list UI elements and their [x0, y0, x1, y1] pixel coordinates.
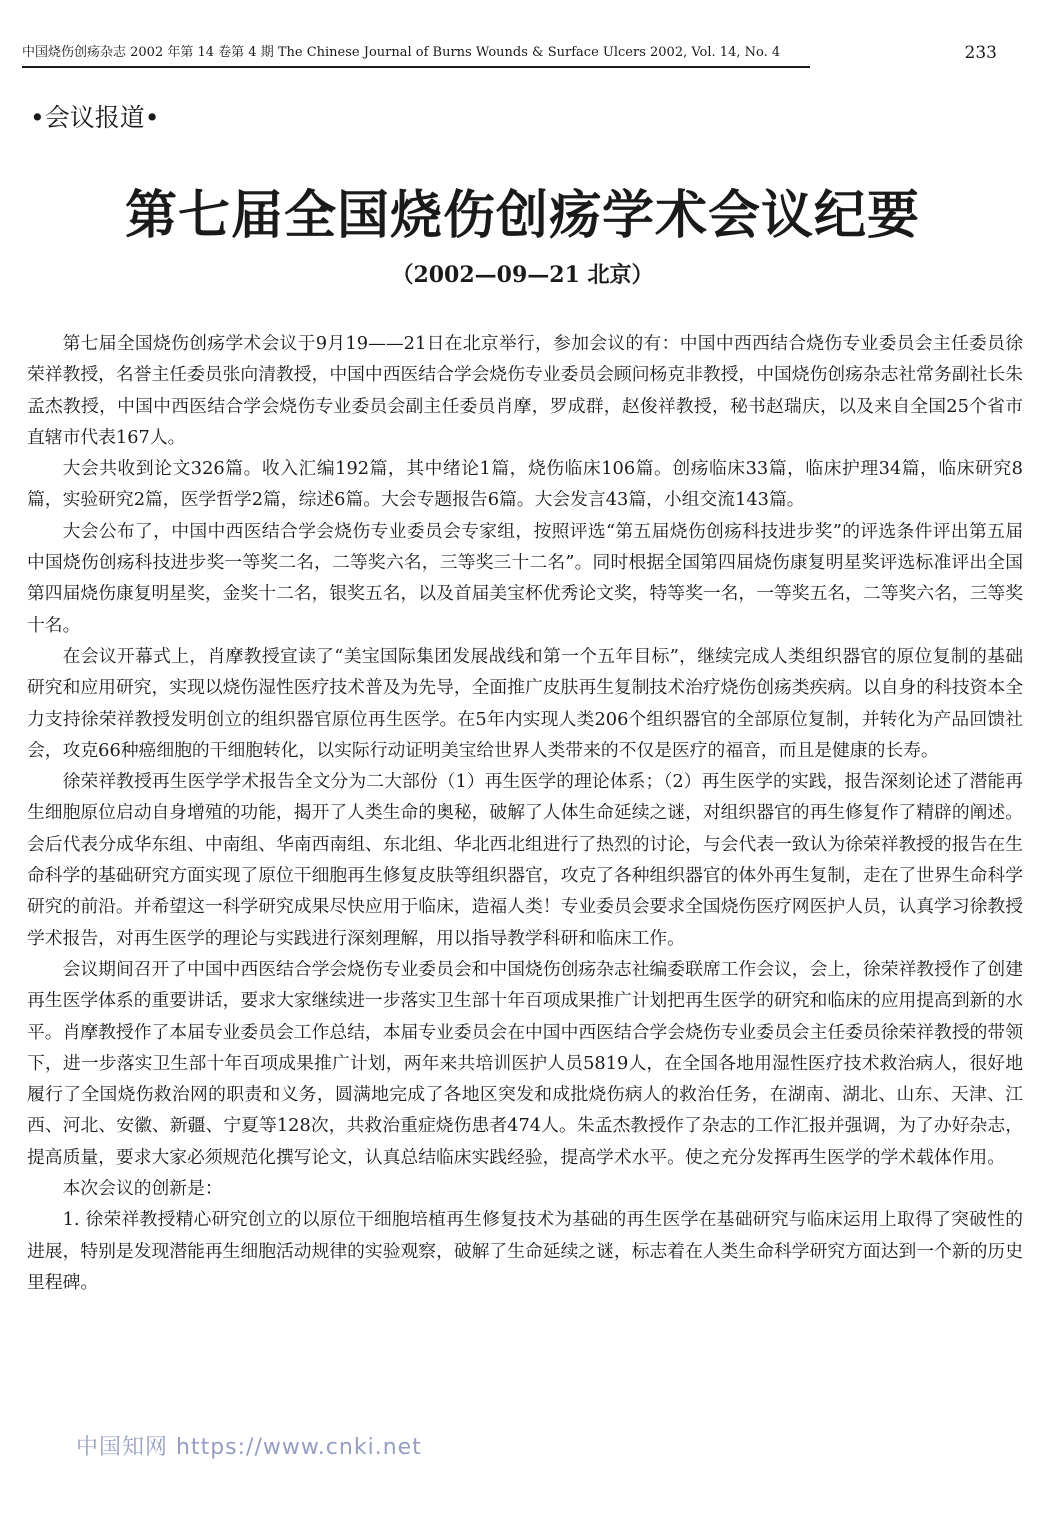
paragraph: 会议期间召开了中国中西医结合学会烧伤专业委员会和中国烧伤创疡杂志社编委联席工作会议，会上，徐荣祥教授作了创建再生医学体系的重要讲话，要求大家继续进一步落实卫生部十年百项成果推广计划把再生医学的研究和临床的应用提高到新的水平。肖摩教授作了本届专业委员会工作总结，本届专业委员会在中国中西医结合学会烧伤专业委员会主任委员徐荣祥教授的带领下，进一步落实卫生部十年百项成果推广计划，两年来共培训医护人员5819人，在全国各地用湿性医疗技术救治病人，很好地履行了全国烧伤救治网的职责和义务，圆满地完成了各地区突发和成批烧伤病人的救治任务，在湖南、湖北、山东、天津、江西、河北、安徽、新疆、宁夏等128次，共救治重症烧伤患者474人。朱孟杰教授作了杂志的工作汇报并强调，为了办好杂志，提高质量，要求大家必须规范化撰写论文，认真总结临床实践经验，提高学术水平。使之充分发挥再生医学的学术载体作用。 [27, 958, 1023, 1168]
paragraph: 徐荣祥教授再生医学学术报告全文分为二大部份（1）再生医学的理论体系；（2）再生医学的实践，报告深刻论述了潜能再生细胞原位启动自身增殖的功能，揭开了人类生命的奥秘，破解了人体生命延续之谜，对组织器官的再生修复作了精辟的阐述。会后代表分成华东组、中南组、华南西南组、东北组、华北西北组进行了热烈的讨论，与会代表一致认为徐荣祥教授的报告在生命科学的基础研究方面实现了原位干细胞再生修复皮肤等组织器官，攻克了各种组织器官的体外再生复制，走在了世界生命科学研究的前沿。并希望这一科学研究成果尽快应用于临床，造福人类！专业委员会要求全国烧伤医疗网医护人员，认真学习徐教授学术报告，对再生医学的理论与实践进行深刻理解，用以指导教学科研和临床工作。 [27, 771, 1023, 949]
running-header: 中国烧伤创疡杂志 2002 年第 14 卷第 4 期 The Chinese Journal of Burns Wounds & Surface Ulcers 2002, Vol. 14, No. 4 [22, 40, 810, 68]
paragraph: 本次会议的创新是： [62, 1178, 223, 1200]
paragraph: 第七届全国烧伤创疡学术会议于9月19——21日在北京举行，参加会议的有：中国中西西结合烧伤专业委员会主任委员徐荣祥教授，名誉主任委员张向清教授，中国中西医结合学会烧伤专业委员会顾问杨克非教授，中国烧伤创疡杂志社常务副社长朱孟杰教授，中国中西医结合学会烧伤专业委员会副主任委员肖摩，罗成群，赵俊祥教授，秘书赵瑞庆，以及来自全国25个省市直辖市代表167人。 [27, 333, 1023, 448]
page-number: 233 [964, 43, 997, 63]
section-label: •会议报道• [30, 103, 160, 132]
paragraph: 大会共收到论文326篇。收入汇编192篇，其中绪论1篇，烧伤临床106篇。创疡临床33篇，临床护理34篇，临床研究8篇，实验研究2篇，医学哲学2篇，综述6篇。大会专题报告6篇。大会发言43篇，小组交流143篇。 [27, 458, 1023, 511]
article-body [27, 328, 1023, 1298]
paragraph: 大会公布了，中国中西医结合学会烧伤专业委员会专家组，按照评选“第五届烧伤创疡科技进步奖”的评选条件评出第五届中国烧伤创疡科技进步奖一等奖二名，二等奖六名，三等奖三十二名”。同时根据全国第四届烧伤康复明星奖评选标准评出全国第四届烧伤康复明星奖，金奖十二名，银奖五名，以及首届美宝杯优秀论文奖，特等奖一名，一等奖五名，二等奖六名，三等奖十名。 [27, 520, 1023, 636]
article-title: 第七届全国烧伤创疡学术会议纪要 [124, 186, 920, 246]
cnki-watermark: 中国知网 https://www.cnki.net [76, 1435, 422, 1460]
paragraph: 1. 徐荣祥教授精心研究创立的以原位干细胞培植再生修复技术为基础的再生医学在基础研究与临床运用上取得了突破性的进展，特别是发现潜能再生细胞活动规律的实验观察，破解了生命延续之谜，标志着在人类生命科学研究方面达到一个新的历史里程碑。 [27, 1209, 1023, 1293]
paragraph: 在会议开幕式上，肖摩教授宣读了“美宝国际集团发展战线和第一个五年目标”，继续完成人类组织器官的原位复制的基础研究和应用研究，实现以烧伤湿性医疗技术普及为先导，全面推广皮肤再生复制技术治疗烧伤创疡类疾病。以自身的科技资本全力支持徐荣祥教授发明创立的组织器官原位再生医学。在5年内实现人类206个组织器官的全部原位复制，并转化为产品回馈社会，攻克66种癌细胞的干细胞转化，以实际行动证明美宝给世界人类带来的不仅是医疗的福音，而且是健康的长寿。 [27, 645, 1023, 761]
article-subtitle: （2002—09—21 北京） [391, 262, 654, 288]
